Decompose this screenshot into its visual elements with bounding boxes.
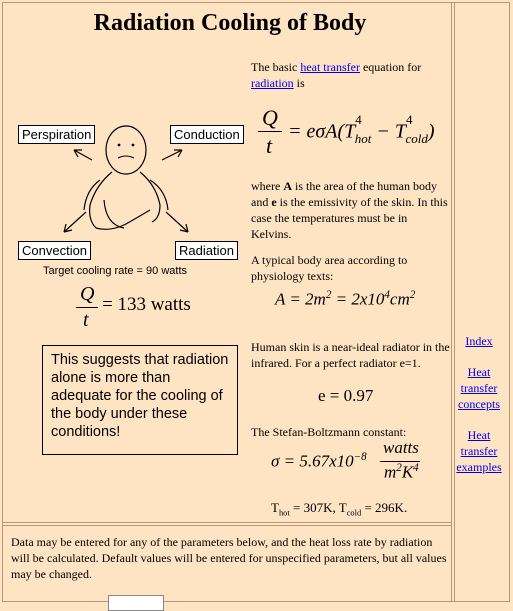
intro-text: The basic heat transfer equation for radiation is bbox=[251, 60, 422, 90]
eq-numerator: Q bbox=[262, 105, 278, 130]
sb-intro: The Stefan-Boltzmann constant: bbox=[251, 425, 407, 439]
eq-rhs: = $e\sigma A(T^4_{hot} - T^4_{cold})$ bbox=[288, 112, 435, 146]
conclusion-box: This suggests that radiation alone is more than adequate for the cooling of the body under these conditions! bbox=[42, 345, 238, 455]
data-entry-note: Data may be entered for any of the parameters below, and the heat loss rate by radiation will be calculated. Default values will be entered for unspecified parameters, but all values may be changed. bbox=[11, 535, 447, 581]
section-divider bbox=[2, 522, 452, 523]
radiation-label: Radiation bbox=[175, 241, 238, 260]
temperature-values: $T_{hot} = 307K$, $T_{cold} = 296K$. bbox=[271, 500, 408, 518]
nav-concepts-link[interactable]: Heat transfer concepts bbox=[458, 365, 500, 411]
where-text: where A is the area of the human body and e is the emissivity of the skin. In this case the temperatures must be in Kelvins. bbox=[251, 179, 448, 241]
eq-denominator: t bbox=[266, 133, 273, 158]
radiation-link[interactable]: radiation bbox=[251, 76, 294, 90]
section-divider-2 bbox=[2, 525, 452, 526]
e-value: e = 0.97 bbox=[318, 386, 374, 405]
eq-fraction-bar bbox=[258, 131, 282, 132]
convection-label: Convection bbox=[18, 241, 91, 260]
page-title: Radiation Cooling of Body bbox=[93, 10, 367, 36]
perspiration-label: Perspiration bbox=[18, 125, 95, 144]
heat-transfer-link[interactable]: heat transfer bbox=[300, 60, 360, 74]
area-equation: $A = 2m^2 = 2x10^4cm^2$ bbox=[275, 289, 416, 309]
target-cooling-rate: Target cooling rate = 90 watts bbox=[43, 265, 187, 277]
nav-index-link[interactable]: Index bbox=[465, 334, 493, 348]
conduction-label: Conduction bbox=[170, 125, 244, 144]
parameter-input[interactable] bbox=[108, 595, 164, 611]
column-divider-right bbox=[454, 2, 455, 602]
area-intro: A typical body area according to physiology texts: bbox=[251, 253, 408, 283]
skin-text: Human skin is a near-ideal radiator in the infrared. For a perfect radiator e=1. bbox=[251, 340, 450, 370]
nav-examples-link[interactable]: Heat transfer examples bbox=[456, 428, 502, 474]
column-divider-left bbox=[451, 2, 452, 602]
